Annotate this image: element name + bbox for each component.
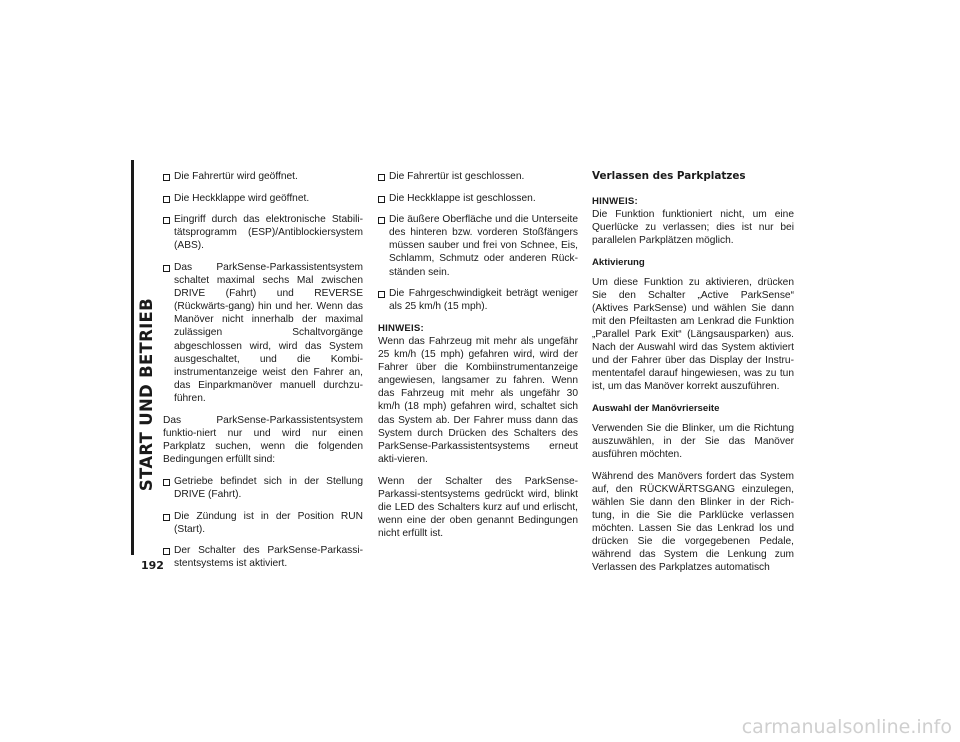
list-item: Eingriff durch das elektronische Stabili-tätsprogramm (ESP)/Antiblockiersystem (ABS).	[163, 213, 363, 252]
list-item: Getriebe befindet sich in der Stellung DRIVE (Fahrt).	[163, 475, 363, 501]
list-item: Die Fahrertür wird geöffnet.	[163, 170, 363, 183]
list-item: Die Zündung ist in der Position RUN (Start).	[163, 510, 363, 536]
body-paragraph: Während des Manövers fordert das System auf, den RÜCKWÄRTSGANG einzulegen, wählen Sie dann den Blinker in der Rich-tung, in die Sie die Parklücke verlassen möchten. Lassen Sie das Lenkrad los und drücken Sie die vorgegebenen Pedale, während das System die Lenkung zum Verlassen des Parkplatzes automatisch	[592, 470, 794, 574]
checkbox-bullet-icon	[163, 514, 170, 521]
checkbox-bullet-icon	[163, 479, 170, 486]
checkbox-bullet-icon	[163, 196, 170, 203]
list-item: Die Fahrgeschwindigkeit beträgt weniger als 25 km/h (15 mph).	[378, 287, 578, 313]
body-paragraph: Verwenden Sie die Blinker, um die Richtung auszuwählen, in der Sie das Manöver ausführen möchten.	[592, 422, 794, 460]
list-item: Die äußere Oberfläche und die Unterseite des hinteren bzw. vorderen Stoßfängers müssen sauber und frei von Schnee, Eis, Schlamm, Schmutz oder anderen Rück-ständen sein.	[378, 213, 578, 278]
note-title: HINWEIS:	[592, 196, 638, 208]
body-paragraph: Das ParkSense-Parkassistentsystem funktio-niert nur und wird nur einen Parkplatz suchen, wenn die folgenden Bedingungen erfüllt sind:	[163, 414, 363, 465]
checkbox-bullet-icon	[378, 196, 385, 203]
column-right	[592, 170, 794, 584]
column-middle	[378, 170, 578, 549]
body-paragraph: Um diese Funktion zu aktivieren, drücken Sie den Schalter „Active ParkSense“ (Aktives ParkSense) und wählen Sie dann mit den Pfeiltasten am Lenkrad die Funktion „Parallel Park Exit“ (Längsausparken) aus. Nach der Auswahl wird das System aktiviert und der Fahrer über das Display der Instru-mententafel darauf hingewiesen, was zu tun ist, um das Manöver korrekt auszuführen.	[592, 276, 794, 393]
checkbox-bullet-icon	[378, 174, 385, 181]
note-text: Wenn das Fahrzeug mit mehr als ungefähr 25 km/h (15 mph) gefahren wird, wird der Fahrer über die Kombiinstrumentanzeige angewiesen, langsamer zu fahren. Wenn das Fahrzeug mit mehr als ungefähr 30 km/h (18 mph) gefahren wird, schaltet sich das System ab. Der Fahrer muss dann das System durch Drücken des Schalters des ParkSense-Parkassistentsystems erneut akti-vieren.	[378, 335, 578, 465]
checkbox-bullet-icon	[378, 217, 385, 224]
subheading-side-selection: Auswahl der Manövrierseite	[592, 403, 720, 415]
note-title: HINWEIS:	[378, 322, 424, 334]
list-item: Die Heckklappe wird geöffnet.	[163, 192, 363, 205]
note-text: Die Funktion funktioniert nicht, um eine Querlücke zu verlassen; dies ist nur bei parallelen Parkplätzen möglich.	[592, 209, 794, 247]
column-left	[163, 170, 363, 579]
checkbox-bullet-icon	[163, 217, 170, 224]
list-item: Das ParkSense-Parkassistentsystem schaltet maximal sechs Mal zwischen DRIVE (Fahrt) und REVERSE (Rückwärts-gang) hin und her. Wenn das Manöver nicht innerhalb der maximal zulässigen Schaltvorgänge abgeschlossen wird, wird das System ausgeschaltet, und die Kombi-instrumentanzeige weist den Fahrer an, das Einparkmanöver manuell durchzu-führen.	[163, 261, 363, 405]
list-item: Der Schalter des ParkSense-Parkassi-stentsystems ist aktiviert.	[163, 544, 363, 570]
list-item: Die Fahrertür ist geschlossen.	[378, 170, 578, 183]
body-paragraph: Wenn der Schalter des ParkSense-Parkassi-stentsystems gedrückt wird, blinkt die LED des Schalters kurz auf und erlischt, wenn eine der oben genannt Bedingungen nicht erfüllt ist.	[378, 475, 578, 540]
watermark: carmanualsonline.info	[741, 716, 952, 738]
checkbox-bullet-icon	[163, 265, 170, 272]
checkbox-bullet-icon	[378, 291, 385, 298]
checkbox-bullet-icon	[163, 174, 170, 181]
section-heading: Verlassen des Parkplatzes	[592, 170, 746, 182]
page-number: 192	[141, 559, 164, 572]
list-item: Die Heckklappe ist geschlossen.	[378, 192, 578, 205]
sidebar-rule	[131, 160, 134, 555]
subheading-activation: Aktivierung	[592, 257, 645, 269]
checkbox-bullet-icon	[163, 548, 170, 555]
sidebar-section-label	[137, 298, 157, 492]
sidebar-section-title: START UND BETRIEB	[137, 298, 156, 492]
